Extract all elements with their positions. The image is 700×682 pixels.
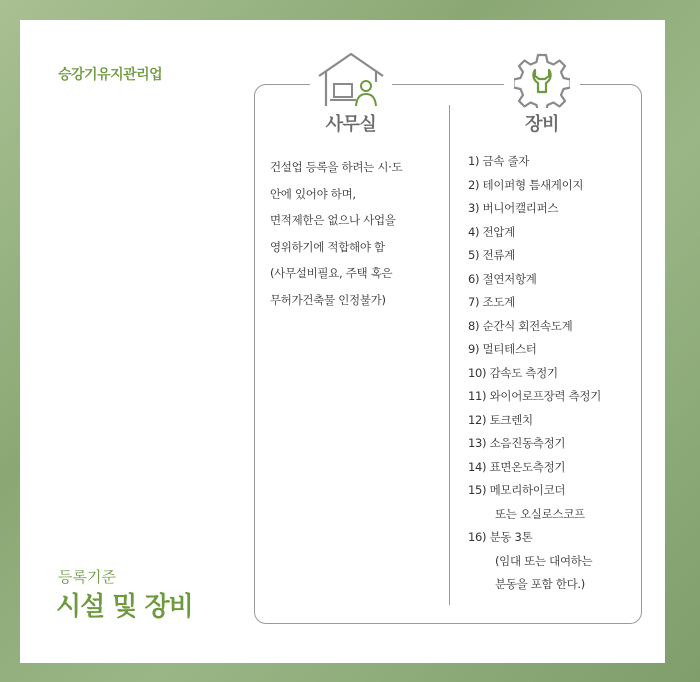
list-item: 14) 표면온도측정기 bbox=[468, 459, 566, 474]
list-item: 1) 금속 줄자 bbox=[468, 154, 530, 168]
office-line: 무허가건축물 인정불가) bbox=[270, 292, 386, 307]
list-item: 12) 토크렌치 bbox=[468, 412, 533, 427]
equipment-heading: 장비 bbox=[525, 114, 559, 135]
list-item: 16) 분동 3톤 bbox=[468, 530, 533, 544]
list-item: 13) 소음진동측정기 bbox=[468, 436, 566, 450]
section-subtitle: 등록기준 bbox=[58, 568, 116, 586]
list-item: 8) 순간식 회전속도계 bbox=[468, 318, 573, 333]
office-line: 영위하기에 적합해야 함 bbox=[270, 239, 385, 254]
list-item: 11) 와이어로프장력 측정기 bbox=[468, 389, 602, 403]
list-item: 5) 전류계 bbox=[468, 248, 515, 262]
office-header bbox=[310, 50, 392, 136]
page-title: 시설 및 장비 bbox=[56, 592, 193, 622]
list-item: 9) 멀티테스터 bbox=[468, 342, 537, 356]
list-item: 10) 감속도 측정기 bbox=[468, 365, 558, 380]
list-item: 7) 조도계 bbox=[468, 295, 515, 309]
office-description bbox=[270, 154, 445, 313]
office-heading: 사무실 bbox=[325, 114, 377, 135]
house-office-icon bbox=[316, 50, 386, 108]
equipment-header bbox=[504, 52, 580, 136]
list-item: 2) 테이퍼형 틈새게이지 bbox=[468, 177, 584, 192]
list-item: 15) 메모리하이코더 bbox=[468, 483, 566, 497]
office-line: 면적제한은 없으나 사업을 bbox=[270, 213, 396, 227]
list-item-continuation: 또는 오실로스코프 bbox=[495, 506, 585, 521]
list-item: 4) 전압계 bbox=[468, 224, 515, 239]
list-item-continuation: 분동을 포함 한다.) bbox=[495, 577, 585, 591]
list-item: 6) 절연저항계 bbox=[468, 271, 537, 286]
equipment-list bbox=[468, 150, 678, 597]
brand-label: 승강기유지관리업 bbox=[58, 67, 163, 83]
column-divider bbox=[449, 105, 450, 605]
office-line: 건설업 등록을 하려는 시·도 bbox=[270, 160, 403, 174]
list-item-continuation: (임대 또는 대여하는 bbox=[495, 553, 593, 568]
office-line: 안에 있어야 하며, bbox=[270, 186, 356, 201]
list-item: 3) 버니어캘리퍼스 bbox=[468, 201, 559, 215]
content-card bbox=[20, 20, 665, 663]
gear-wrench-icon bbox=[514, 52, 570, 108]
office-line: (사무설비필요, 주택 혹은 bbox=[270, 266, 393, 280]
